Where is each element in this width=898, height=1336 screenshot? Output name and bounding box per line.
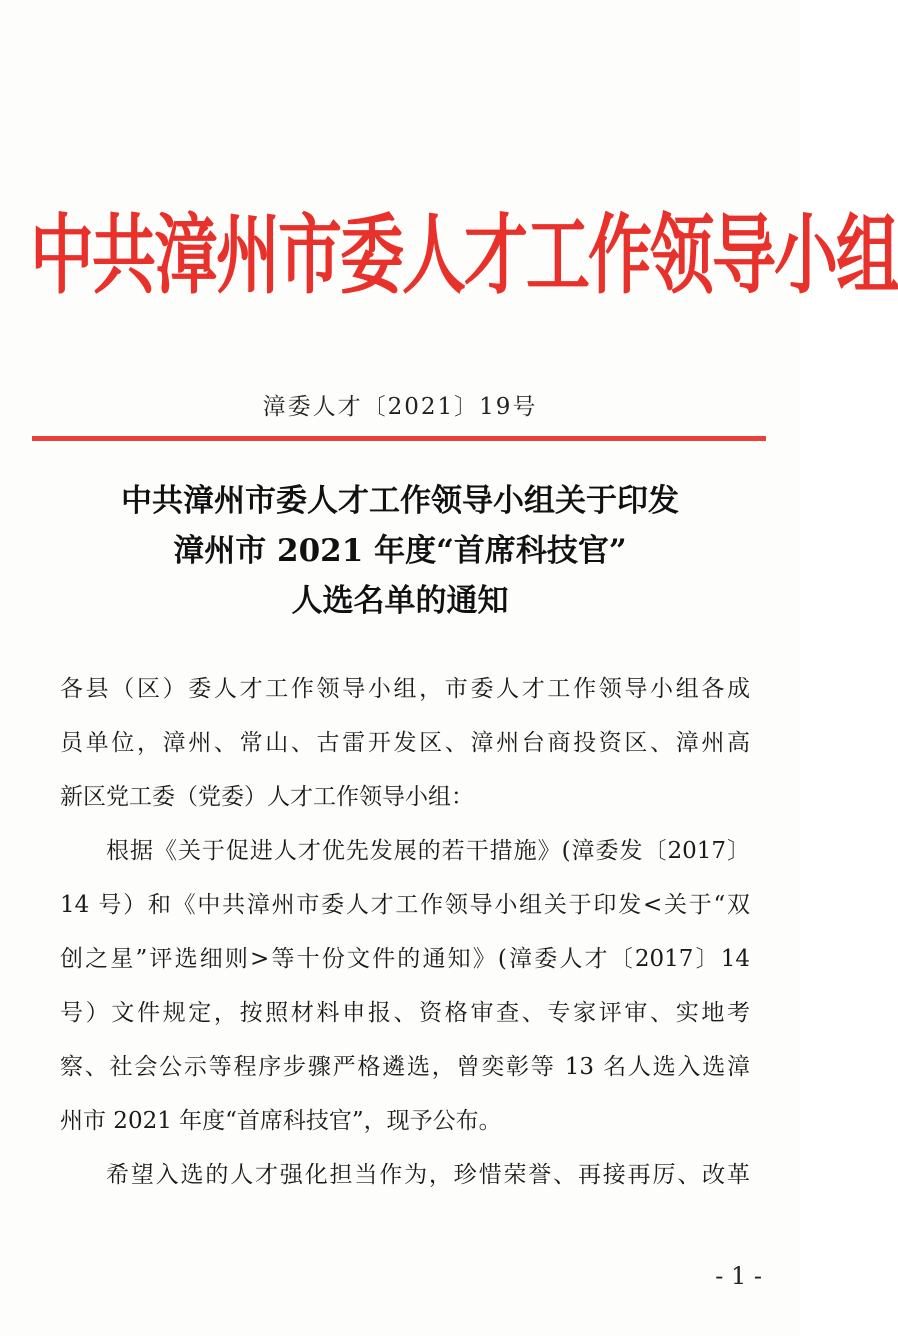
paragraph2-line-1: 希望入选的人才强化担当作为，珍惜荣誉、再接再厉、改革 [106,1162,750,1188]
paragraph1-line-3: 创之星”评选细则>等十份文件的通知》(漳委人才〔2017〕14 [60,946,750,972]
title-line-3: 人选名单的通知 [291,583,509,619]
paragraph1-line-1: 根据《关于促进人才优先发展的若干措施》(漳委发〔2017〕 [106,838,750,864]
paragraph1-line-5: 察、社会公示等程序步骤严格遴选，曾奕彰等 13 名人选入选漳 [60,1054,750,1080]
title-line-1: 中共漳州市委人才工作领导小组关于印发 [121,483,679,519]
paragraph1-line-6: 州市 2021 年度“首席科技官”，现予公布。 [60,1108,502,1134]
body-paragraph-2 [60,1148,750,1202]
paragraph1-line-4: 号）文件规定，按照材料申报、资格审查、专家评审、实地考 [60,1000,750,1026]
document-title [40,476,760,626]
red-separator-line [32,436,766,441]
addressee-line-3: 新区党工委（党委）人才工作领导小组： [60,784,474,810]
page-number: - 1 - [715,1262,762,1290]
addressee-paragraph [60,662,750,824]
document-body [60,662,750,1202]
addressee-line-1: 各县（区）委人才工作领导小组，市委人才工作领导小组各成 [60,676,750,702]
addressee-line-2: 员单位，漳州、常山、古雷开发区、漳州台商投资区、漳州高 [60,730,750,756]
paragraph1-line-2: 14 号）和《中共漳州市委人才工作领导小组关于印发<关于“双 [60,892,750,918]
issuing-organization-header: 中共漳州市委人才工作领导小组 [30,205,898,307]
body-paragraph-1 [60,824,750,1148]
document-number: 漳委人才〔2021〕19号 [262,394,538,420]
title-line-2: 漳州市 2021 年度“首席科技官” [173,533,627,569]
